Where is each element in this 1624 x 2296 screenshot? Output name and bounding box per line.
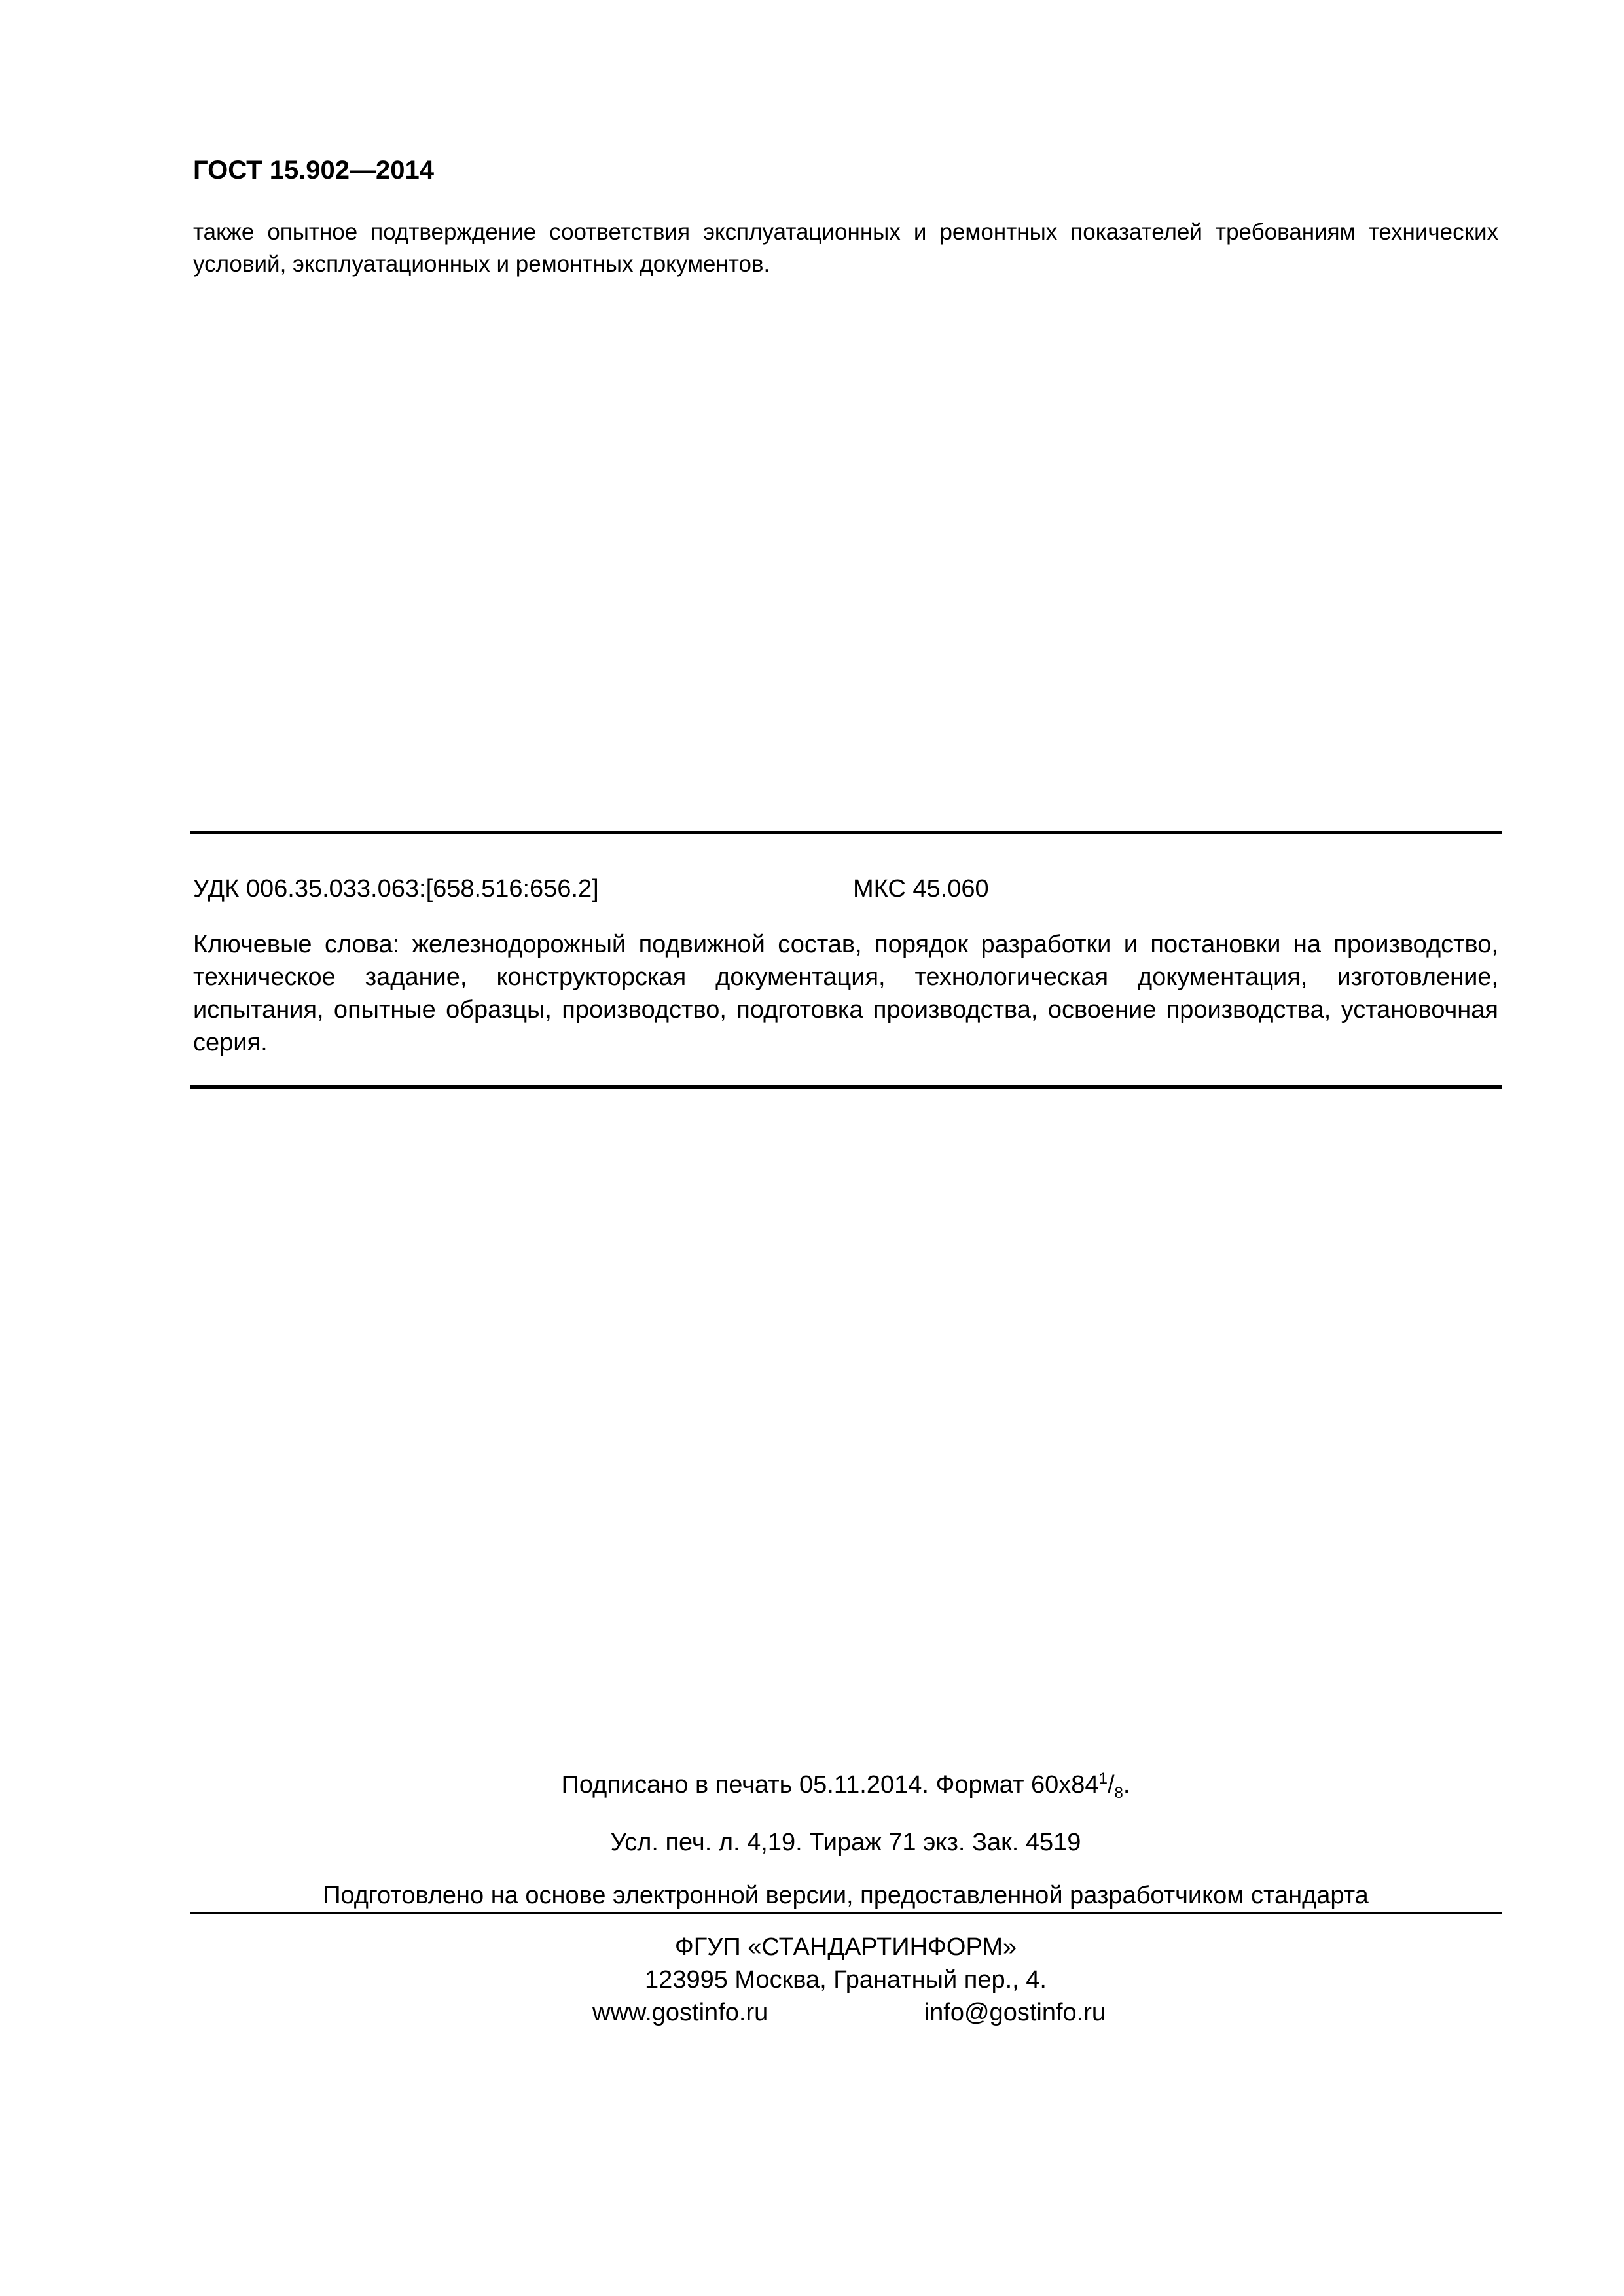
- keywords-paragraph: Ключевые слова: железнодорожный подвижной состав, порядок разработки и постановки на производство, техническое задание, конструкторская документация, технологическая документация, изготовление, испытания, опытные образцы, производство, подготовка производства, освоение производства, установочная серия.: [193, 931, 1498, 1056]
- signed-for-print-line: [190, 1767, 1502, 1803]
- prepared-note: Подготовлено на основе электронной версии, предоставленной разработчиком стандарта: [323, 1882, 1369, 1909]
- format-end: .: [1123, 1771, 1130, 1799]
- document-code: ГОСТ 15.902—2014: [193, 156, 435, 185]
- udk-code: УДК 006.35.033.063:[658.516:656.2]: [193, 875, 599, 903]
- website-link[interactable]: www.gostinfo.ru: [592, 1999, 768, 2026]
- email-link[interactable]: info@gostinfo.ru: [924, 1999, 1106, 2026]
- publisher-address: 123995 Москва, Гранатный пер., 4.: [645, 1966, 1047, 1994]
- format-slash: /: [1107, 1771, 1115, 1799]
- signed-text: Подписано в печать 05.11.2014. Формат 60x84: [561, 1771, 1099, 1799]
- imprint-divider: [190, 1912, 1502, 1914]
- top-divider: [190, 831, 1502, 834]
- format-denominator: 8: [1114, 1784, 1123, 1802]
- publisher-name: ФГУП «СТАНДАРТИНФОРМ»: [674, 1933, 1017, 1961]
- format-numerator: 1: [1098, 1770, 1108, 1787]
- mks-code: МКС 45.060: [853, 875, 989, 903]
- print-details-line: Усл. печ. л. 4,19. Тираж 71 экз. Зак. 4519: [610, 1829, 1081, 1856]
- continuation-paragraph: также опытное подтверждение соответствия эксплуатационных и ремонтных показателей требованиям технических условий, эксплуатационных и ремонтных документов.: [193, 219, 1498, 277]
- bottom-divider: [190, 1085, 1502, 1089]
